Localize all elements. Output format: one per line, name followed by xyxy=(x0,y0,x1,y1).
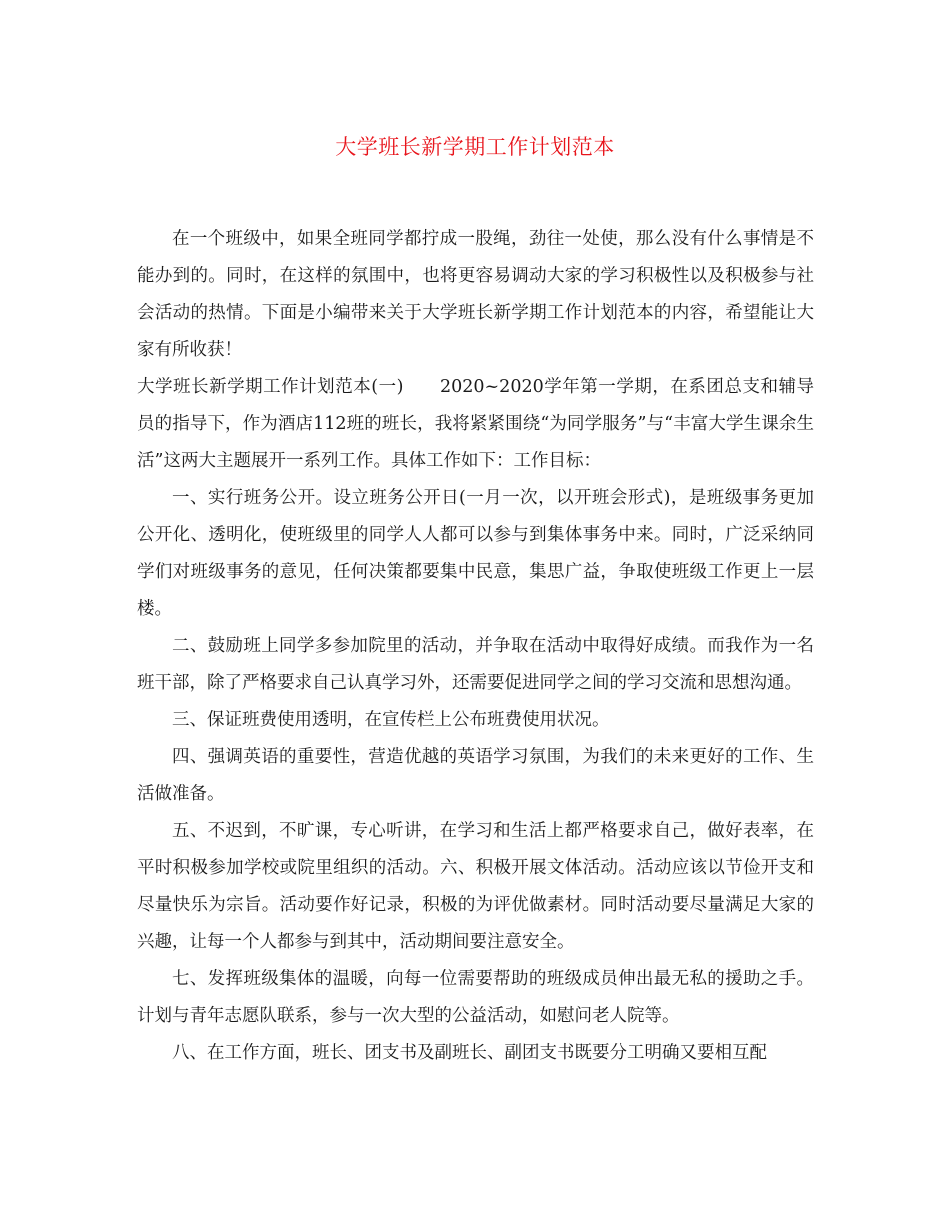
document-title: 大学班长新学期工作计划范本 xyxy=(335,135,615,159)
paragraph-item-1: 一、实行班务公开。设立班务公开日(一月一次，以开班会形式)，是班级事务更加公开化、透明化，使班级里的同学人人都可以参与到集体事务中来。同时，广泛采纳同学们对班级事务的意见，任何决策都要集中民意，集思广益，争取使班级工作更上一层楼。 xyxy=(137,488,814,619)
paragraph-intro: 在一个班级中，如果全班同学都拧成一股绳，劲往一处使，那么没有什么事情是不能办到的。同时，在这样的氛围中，也将更容易调动大家的学习积极性以及积极参与社会活动的热情。下面是小编带来关于大学班长新学期工作计划范本的内容，希望能让大家有所收获！ xyxy=(137,229,814,360)
paragraph-item-4: 四、强调英语的重要性，营造优越的英语学习氛围，为我们的未来更好的工作、生活做准备。 xyxy=(137,747,814,804)
paragraph-section-one-header: 大学班长新学期工作计划范本(一) 2020~2020学年第一学期，在系团总支和辅导员的指导下，作为酒店112班的班长，我将紧紧围绕“为同学服务”与“丰富大学生课余生活”这两大主题展开一系列工作。具体工作如下：工作目标： xyxy=(137,377,814,471)
paragraph-item-3: 三、保证班费使用透明，在宣传栏上公布班费使用状况。 xyxy=(172,710,610,730)
paragraph-item-7: 七、发挥班级集体的温暖，向每一位需要帮助的班级成员伸出最无私的援助之手。计划与青年志愿队联系，参与一次大型的公益活动，如慰问老人院等。 xyxy=(137,969,814,1026)
document-body xyxy=(137,221,814,1072)
paragraph-item-5-6: 五、不迟到，不旷课，专心听讲，在学习和生活上都严格要求自己，做好表率，在平时积极参加学校或院里组织的活动。六、积极开展文体活动。活动应该以节俭开支和尽量快乐为宗旨。活动要作好记录，积极的为评优做素材。同时活动要尽量满足大家的兴趣，让每一个人都参与到其中，活动期间要注意安全。 xyxy=(137,821,814,952)
paragraph-item-2: 二、鼓励班上同学多参加院里的活动，并争取在活动中取得好成绩。而我作为一名班干部，除了严格要求自己认真学习外，还需要促进同学之间的学习交流和思想沟通。 xyxy=(137,636,814,693)
paragraph-item-8: 八、在工作方面，班长、团支书及副班长、副团支书既要分工明确又要相互配 xyxy=(172,1043,767,1063)
